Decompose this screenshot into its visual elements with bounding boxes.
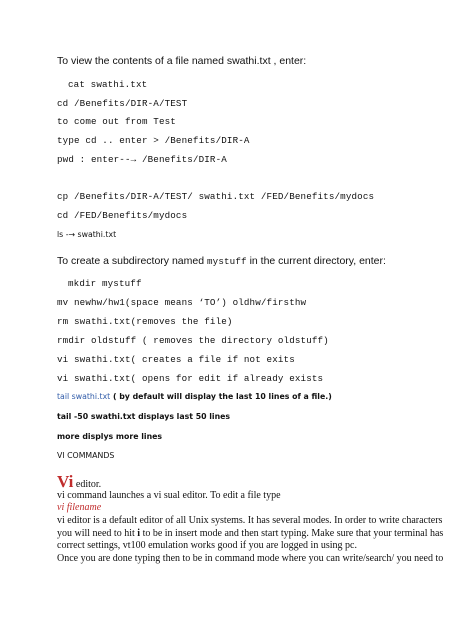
cp-command: cp /Benefits/DIR-A/TEST/ swathi.txt /FED/Benefits/mydocs: [57, 191, 375, 202]
subdir-intro-text: [57, 256, 386, 267]
rmdir-command: rmdir oldstuff ( removes the directory oldstuff): [57, 335, 329, 346]
cd-test-command: cd /Benefits/DIR-A/TEST: [57, 98, 188, 109]
vi-launch-text: vi command launches a vi sual editor. To edit a file type: [57, 490, 281, 501]
tail50-text: tail -50 swathi.txt displays last 50 lines: [57, 412, 231, 421]
tail-description: ( by default will display the last 10 lines of a file.): [110, 392, 332, 401]
para-line-1: vi editor is a default editor of all Unix systems. It has several modes. In order to write characters: [57, 515, 443, 526]
vi-editor-rest: editor.: [73, 479, 102, 490]
mv-command: mv newhw/hw1(space means ‘TO’) oldhw/firsthw: [57, 297, 307, 308]
subdir-intro-post: in the current directory, enter:: [246, 255, 386, 267]
para2-pre: you will need to hit: [57, 528, 138, 539]
come-out-text: to come out from Test: [57, 116, 176, 127]
more-text: more displys more lines: [57, 432, 163, 441]
subdir-name: mystuff: [207, 256, 247, 267]
ls-command: ls -→ swathi.txt: [57, 230, 117, 239]
vi-commands-heading: VI COMMANDS: [57, 451, 115, 460]
cat-command: cat swathi.txt: [68, 79, 148, 90]
para-line-2: [57, 529, 443, 539]
mkdir-command: mkdir mystuff: [68, 278, 142, 289]
para2-post: to be in insert mode and then start typing. Make sure that your terminal has: [140, 528, 444, 539]
vi-open-command: vi swathi.txt( opens for edit if already exists: [57, 373, 324, 384]
view-intro-text: To view the contents of a file named swathi.txt , enter:: [57, 55, 307, 67]
vi-big-text: Vi: [57, 472, 74, 491]
vi-create-command: vi swathi.txt( creates a file if not exits: [57, 354, 295, 365]
para2-key: i: [137, 528, 141, 539]
cd-fed-command: cd /FED/Benefits/mydocs: [57, 210, 188, 221]
pwd-command: pwd : enter--→ /Benefits/DIR-A: [57, 154, 227, 165]
type-cd-command: type cd .. enter > /Benefits/DIR-A: [57, 135, 250, 146]
vi-filename-text: vi filename: [57, 502, 102, 513]
para-line-4: Once you are done typing then to be in command mode where you can write/search/ you need to: [57, 553, 444, 564]
rm-command: rm swathi.txt(removes the file): [57, 316, 233, 327]
tail-command-line: [57, 393, 332, 401]
tail-command: tail swathi.txt: [57, 392, 111, 401]
subdir-intro-pre: To create a subdirectory named: [57, 255, 207, 267]
para-line-3: correct settings, vt100 emulation works good if you are logged in using pc.: [57, 540, 357, 551]
vi-editor-heading: [57, 473, 101, 490]
